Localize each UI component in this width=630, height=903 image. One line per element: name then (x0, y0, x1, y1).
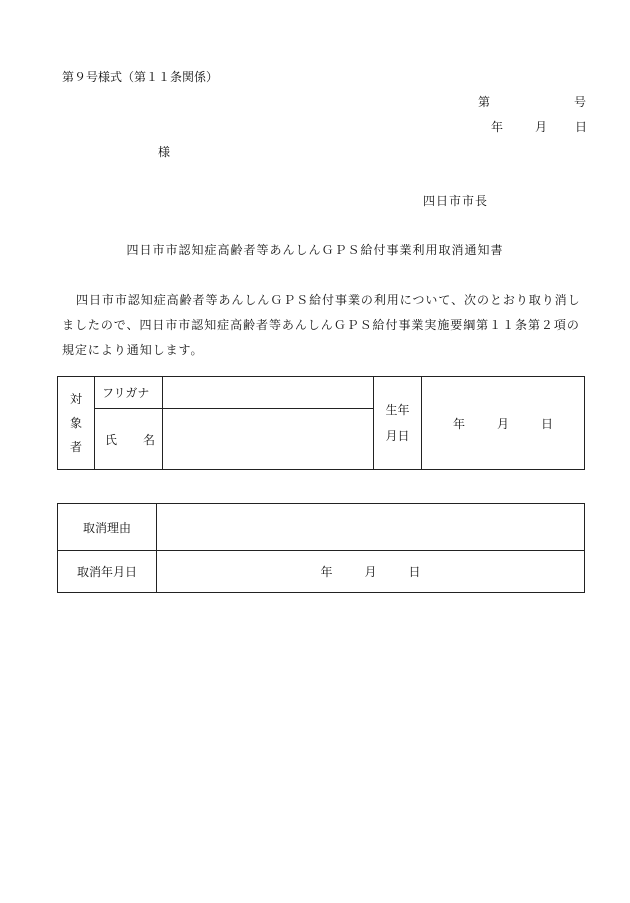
cancel-month: 月 (364, 565, 377, 579)
document-title: 四日市市認知症高齢者等あんしんＧＰＳ給付事業利用取消通知書 (126, 243, 504, 257)
cancel-date-field[interactable] (157, 551, 585, 593)
birth-label-line: 月日 (385, 429, 410, 443)
number-prefix: 第 (478, 95, 491, 109)
issue-year: 年 (491, 120, 504, 134)
group-label-char: 象 (69, 416, 82, 430)
birth-label (374, 377, 422, 470)
birth-date-field[interactable] (422, 377, 585, 470)
birth-label-line: 生年 (385, 403, 410, 417)
form-number: 第９号様式（第１１条関係） (62, 70, 219, 84)
reason-label: 取消理由 (58, 504, 157, 551)
subject-table (57, 376, 585, 470)
body-text: 四日市市認知症高齢者等あんしんＧＰＳ給付事業の利用について、次のとおり取り消しましたので、四日市市認知症高齢者等あんしんＧＰＳ給付事業実施要綱第１１条第２項の規定により通知します。 (62, 293, 581, 357)
birth-day: 日 (541, 416, 554, 431)
group-label-char: 対 (69, 392, 82, 406)
cancel-year: 年 (320, 565, 333, 579)
name-label (95, 409, 163, 470)
subject-group-label (58, 377, 95, 470)
number-suffix: 号 (574, 95, 587, 109)
furigana-label: フリガナ (95, 377, 163, 409)
group-label-char: 者 (69, 440, 82, 454)
furigana-input[interactable] (163, 377, 374, 409)
birth-year: 年 (452, 416, 465, 431)
cancel-day: 日 (408, 565, 421, 579)
name-label-2: 名 (143, 432, 156, 447)
name-input[interactable] (163, 409, 374, 470)
reason-input[interactable] (157, 504, 585, 551)
birth-month: 月 (496, 416, 509, 431)
issue-month: 月 (535, 120, 548, 134)
issuer: 四日市市長 (423, 194, 489, 208)
cancellation-table (57, 503, 585, 593)
addressee-suffix: 様 (158, 145, 171, 159)
name-label-1: 氏 (105, 432, 118, 447)
cancel-date-label: 取消年月日 (58, 551, 157, 593)
issue-day: 日 (575, 120, 588, 134)
